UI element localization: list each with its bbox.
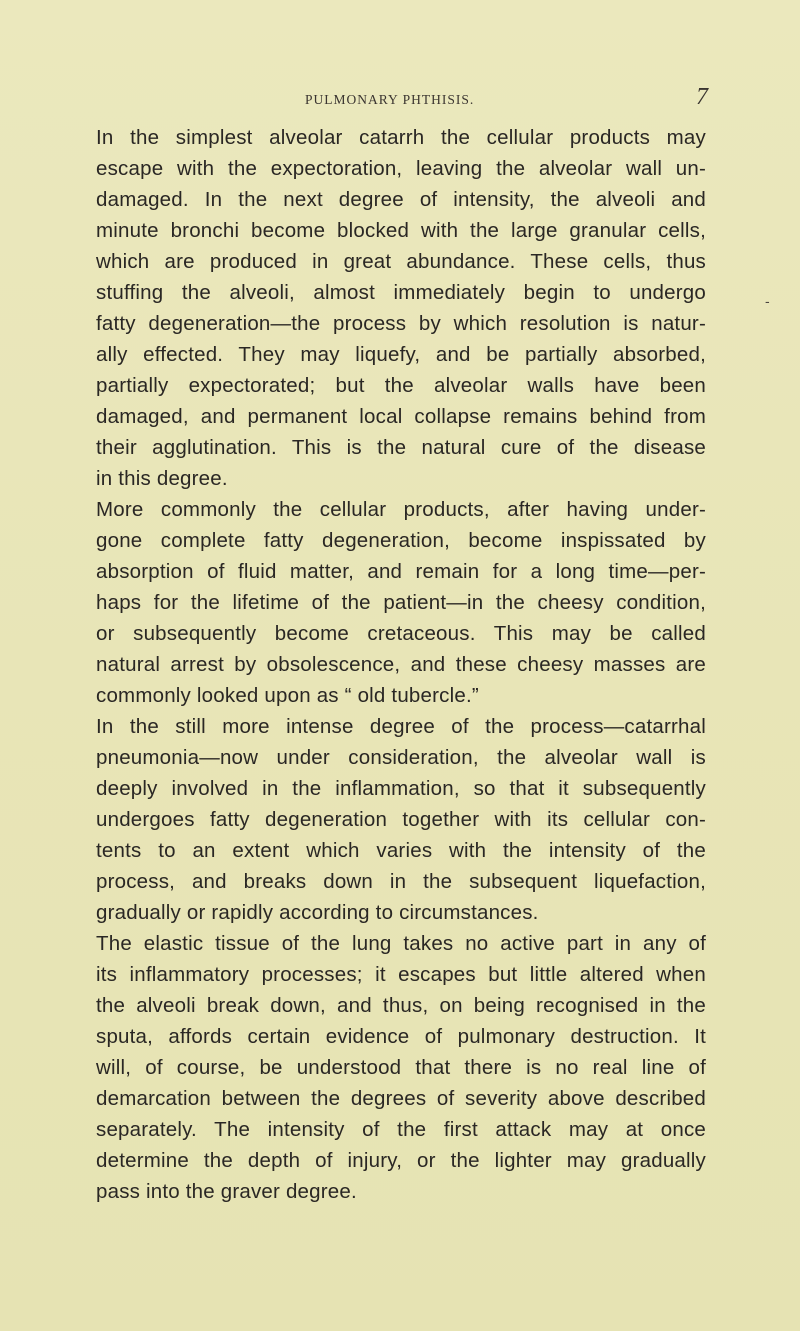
text-line: damaged. In the next degree of intensity, the alveoli and bbox=[96, 188, 706, 211]
text-line: gone complete fatty degeneration, become inspissated by bbox=[96, 529, 706, 552]
text-line: partially expectorated; but the alveolar walls have been bbox=[96, 374, 706, 397]
text-line: natural arrest by obsolescence, and these cheesy masses are bbox=[96, 653, 706, 676]
text-line: damaged, and permanent local collapse remains behind from bbox=[96, 405, 706, 428]
text-line: pass into the graver degree. bbox=[96, 1180, 357, 1203]
text-line: deeply involved in the inflammation, so that it subsequently bbox=[96, 777, 706, 800]
text-line: gradually or rapidly according to circumstances. bbox=[96, 901, 539, 924]
text-line: escape with the expectoration, leaving the alveolar wall un- bbox=[96, 157, 706, 180]
text-line: will, of course, be understood that there is no real line of bbox=[96, 1056, 706, 1079]
text-line: In the still more intense degree of the process—catarrhal bbox=[96, 715, 706, 738]
text-line: tents to an extent which varies with the intensity of the bbox=[96, 839, 706, 862]
body-text bbox=[96, 122, 706, 1207]
text-line: stuffing the alveoli, almost immediately begin to undergo bbox=[96, 281, 706, 304]
text-line: haps for the lifetime of the patient—in the cheesy condition, bbox=[96, 591, 706, 614]
text-line: in this degree. bbox=[96, 467, 228, 490]
text-line: The elastic tissue of the lung takes no active part in any of bbox=[96, 932, 706, 955]
text-line: absorption of fluid matter, and remain for a long time—per- bbox=[96, 560, 706, 583]
page-number: 7 bbox=[696, 84, 708, 110]
text-line: ally effected. They may liquefy, and be partially absorbed, bbox=[96, 343, 706, 366]
running-title: PULMONARY PHTHISIS. bbox=[305, 92, 475, 107]
text-line: the alveoli break down, and thus, on being recognised in the bbox=[96, 994, 706, 1017]
margin-mark: - bbox=[765, 293, 770, 309]
text-line: demarcation between the degrees of severity above described bbox=[96, 1087, 706, 1110]
text-line: minute bronchi become blocked with the large granular cells, bbox=[96, 219, 706, 242]
running-head bbox=[0, 84, 800, 112]
text-line: its inflammatory processes; it escapes but little altered when bbox=[96, 963, 706, 986]
text-line: commonly looked upon as “ old tubercle.” bbox=[96, 684, 479, 707]
text-line: undergoes fatty degeneration together with its cellular con- bbox=[96, 808, 706, 831]
text-line: separately. The intensity of the first attack may at once bbox=[96, 1118, 706, 1141]
text-line: process, and breaks down in the subsequent liquefaction, bbox=[96, 870, 706, 893]
text-line: fatty degeneration—the process by which resolution is natur- bbox=[96, 312, 706, 335]
text-line: More commonly the cellular products, after having under- bbox=[96, 498, 706, 521]
text-line: their agglutination. This is the natural cure of the disease bbox=[96, 436, 706, 459]
text-line: or subsequently become cretaceous. This may be called bbox=[96, 622, 706, 645]
text-line: determine the depth of injury, or the lighter may gradually bbox=[96, 1149, 706, 1172]
text-line: pneumonia—now under consideration, the alveolar wall is bbox=[96, 746, 706, 769]
text-line: In the simplest alveolar catarrh the cellular products may bbox=[96, 126, 706, 149]
text-line: sputa, affords certain evidence of pulmonary destruction. It bbox=[96, 1025, 706, 1048]
text-line: which are produced in great abundance. These cells, thus bbox=[96, 250, 706, 273]
